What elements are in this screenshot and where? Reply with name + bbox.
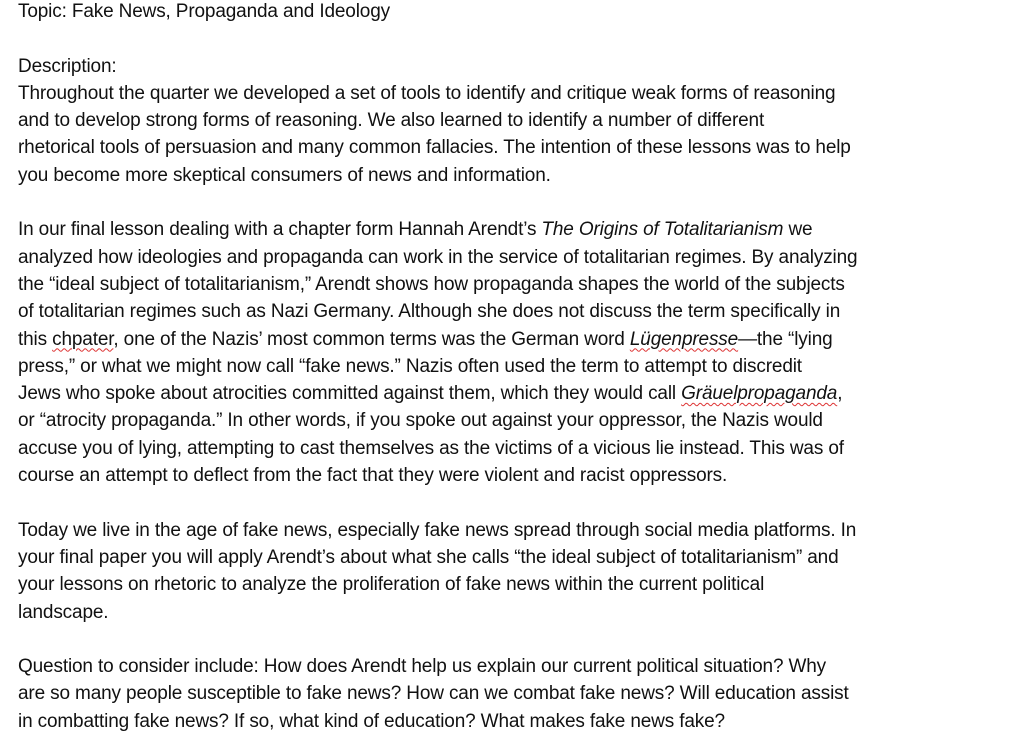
paragraph-line xyxy=(18,326,1008,353)
paragraph-line: Today we live in the age of fake news, especially fake news spread through social media platforms. In xyxy=(18,519,857,541)
paragraph-line: the “ideal subject of totalitarianism,” Arendt shows how propaganda shapes the world of the subjects xyxy=(18,273,845,295)
foreign-term-luegenpresse[interactable]: Lügenpresse xyxy=(629,328,739,350)
paragraph-line: and to develop strong forms of reasoning. We also learned to identify a number of different xyxy=(18,110,765,132)
text-run: —the “lying xyxy=(738,328,833,350)
text-run: Jews who spoke about atrocities committed against them, which they would call xyxy=(18,383,682,405)
text-run: we xyxy=(783,219,813,241)
spelling-error-word[interactable]: chpater xyxy=(52,328,114,350)
paragraph-line: in combatting fake news? If so, what kind of education? What makes fake news fake? xyxy=(18,710,725,732)
paragraph-line: Question to consider include: How does Arendt help us explain our current political situation? Why xyxy=(18,656,827,678)
text-run: this xyxy=(18,328,53,350)
paragraph-line: your lessons on rhetoric to analyze the proliferation of fake news within the current political xyxy=(18,574,765,596)
paragraph-questions xyxy=(18,653,1008,735)
paragraph-line: or “atrocity propaganda.” In other words, if you spoke out against your oppressor, the Nazis would xyxy=(18,410,823,432)
paragraph-line: analyzed how ideologies and propaganda can work in the service of totalitarian regimes. By analyzing xyxy=(18,246,858,268)
text-run: , xyxy=(837,383,843,405)
paragraph-line: rhetorical tools of persuasion and many common fallacies. The intention of these lessons was to help xyxy=(18,137,851,159)
paragraph-arendt xyxy=(18,216,1008,489)
paragraph-line: press,” or what we might now call “fake news.” Nazis often used the term to attempt to discredit xyxy=(18,355,802,377)
paragraph-line xyxy=(18,380,1008,407)
spacer xyxy=(18,189,1008,216)
paragraph-line: Throughout the quarter we developed a set of tools to identify and critique weak forms of reasoning xyxy=(18,82,836,104)
paragraph-line xyxy=(18,216,1008,243)
spacer xyxy=(18,626,1008,653)
foreign-term-graeuelpropaganda[interactable]: Gräuelpropaganda xyxy=(681,383,838,405)
paragraph-line: you become more skeptical consumers of news and information. xyxy=(18,164,551,186)
text-run: , one of the Nazis’ most common terms was the German word xyxy=(113,328,630,350)
description-heading: Description: xyxy=(18,55,117,77)
paragraph-line: your final paper you will apply Arendt’s about what she calls “the ideal subject of totalitarianism” and xyxy=(18,546,839,568)
paragraph-line: of totalitarian regimes such as Nazi Germany. Although she does not discuss the term specifically in xyxy=(18,301,841,323)
paragraph-line: course an attempt to deflect from the fact that they were violent and racist oppressors. xyxy=(18,465,728,487)
paragraph-line: landscape. xyxy=(18,601,109,623)
document-body xyxy=(18,0,1008,735)
paragraph-line: are so many people susceptible to fake news? How can we combat fake news? Will education assist xyxy=(18,683,849,705)
book-title: The Origins of Totalitarianism xyxy=(541,219,784,241)
spacer xyxy=(18,489,1008,516)
paragraph-assignment xyxy=(18,517,1008,626)
topic-line: Topic: Fake News, Propaganda and Ideology xyxy=(18,1,390,22)
text-run: In our final lesson dealing with a chapter form Hannah Arendt’s xyxy=(18,219,542,241)
paragraph-line: accuse you of lying, attempting to cast themselves as the victims of a vicious lie instead. This was of xyxy=(18,437,844,459)
spacer xyxy=(18,25,1008,52)
paragraph-intro xyxy=(18,80,1008,189)
